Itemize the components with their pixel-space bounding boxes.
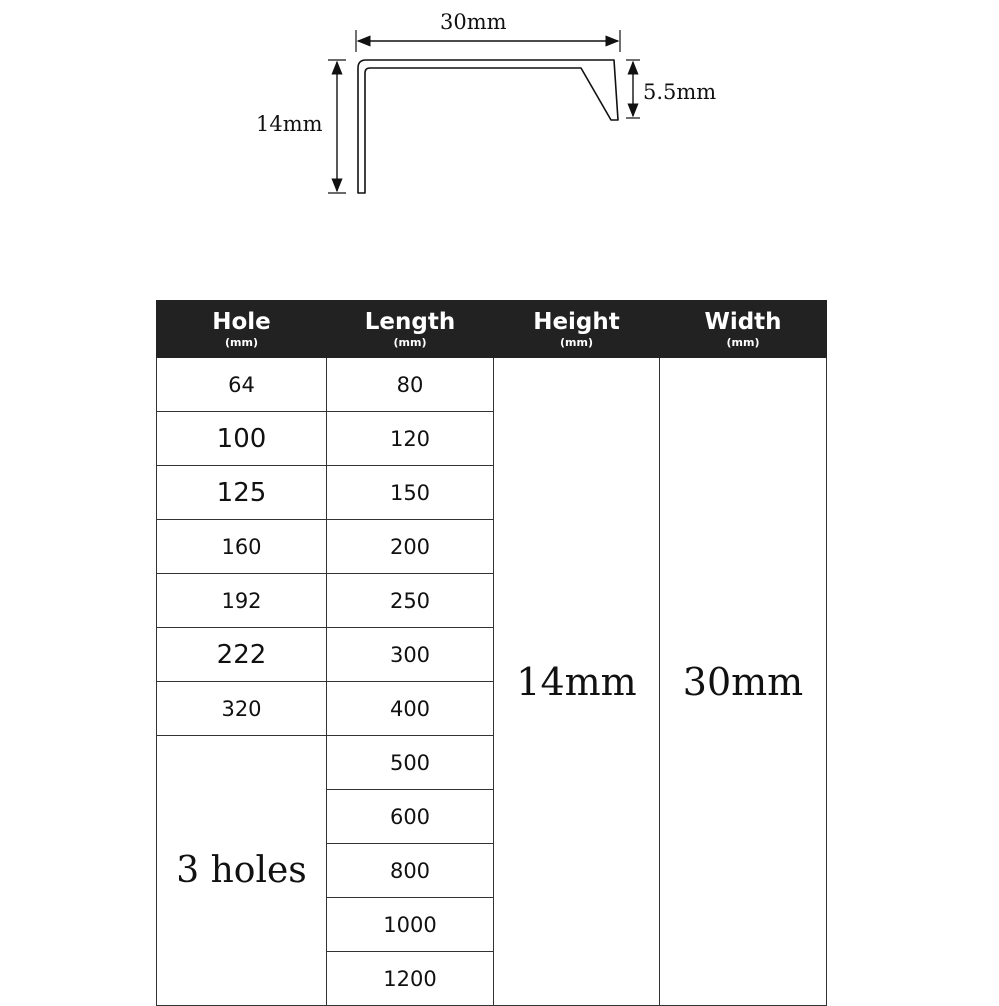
header-hole-unit: (mm) <box>225 335 258 349</box>
hole-cell: 320 <box>157 682 327 736</box>
length-cell: 500 <box>327 736 494 790</box>
header-height <box>494 301 660 358</box>
length-cell: 200 <box>327 520 494 574</box>
header-hole-label: Hole <box>212 308 271 335</box>
header-length-unit: (mm) <box>393 335 427 349</box>
height-cell: 14mm <box>494 358 660 1006</box>
hole-cell: 125 <box>157 466 327 520</box>
hole-cell: 192 <box>157 574 327 628</box>
hole-cell: 222 <box>157 628 327 682</box>
header-row <box>157 301 827 358</box>
length-cell: 150 <box>327 466 494 520</box>
table-row <box>157 358 827 412</box>
length-cell: 250 <box>327 574 494 628</box>
header-hole <box>157 301 327 358</box>
length-cell: 80 <box>327 358 494 412</box>
length-cell: 120 <box>327 412 494 466</box>
header-width-label: Width <box>704 308 782 335</box>
height-dimension-label: 14mm <box>256 112 323 136</box>
profile-svg <box>0 0 999 260</box>
profile-diagram <box>0 0 999 260</box>
spec-table <box>156 300 827 1006</box>
header-width-unit: (mm) <box>726 335 760 349</box>
length-cell: 1200 <box>327 952 494 1006</box>
three-holes-cell: 3 holes <box>157 736 327 1006</box>
width-dimension-label: 30mm <box>440 10 507 34</box>
length-cell: 1000 <box>327 898 494 952</box>
hole-cell: 100 <box>157 412 327 466</box>
header-height-unit: (mm) <box>560 335 593 349</box>
width-cell: 30mm <box>660 358 827 1006</box>
header-height-label: Height <box>533 308 620 335</box>
lip-dimension-label: 5.5mm <box>643 80 717 104</box>
profile-shape <box>358 60 618 193</box>
header-length-label: Length <box>364 308 456 335</box>
length-cell: 800 <box>327 844 494 898</box>
header-width <box>660 301 827 358</box>
hole-cell: 64 <box>157 358 327 412</box>
length-cell: 300 <box>327 628 494 682</box>
header-length <box>327 301 494 358</box>
hole-cell: 160 <box>157 520 327 574</box>
length-cell: 600 <box>327 790 494 844</box>
length-cell: 400 <box>327 682 494 736</box>
